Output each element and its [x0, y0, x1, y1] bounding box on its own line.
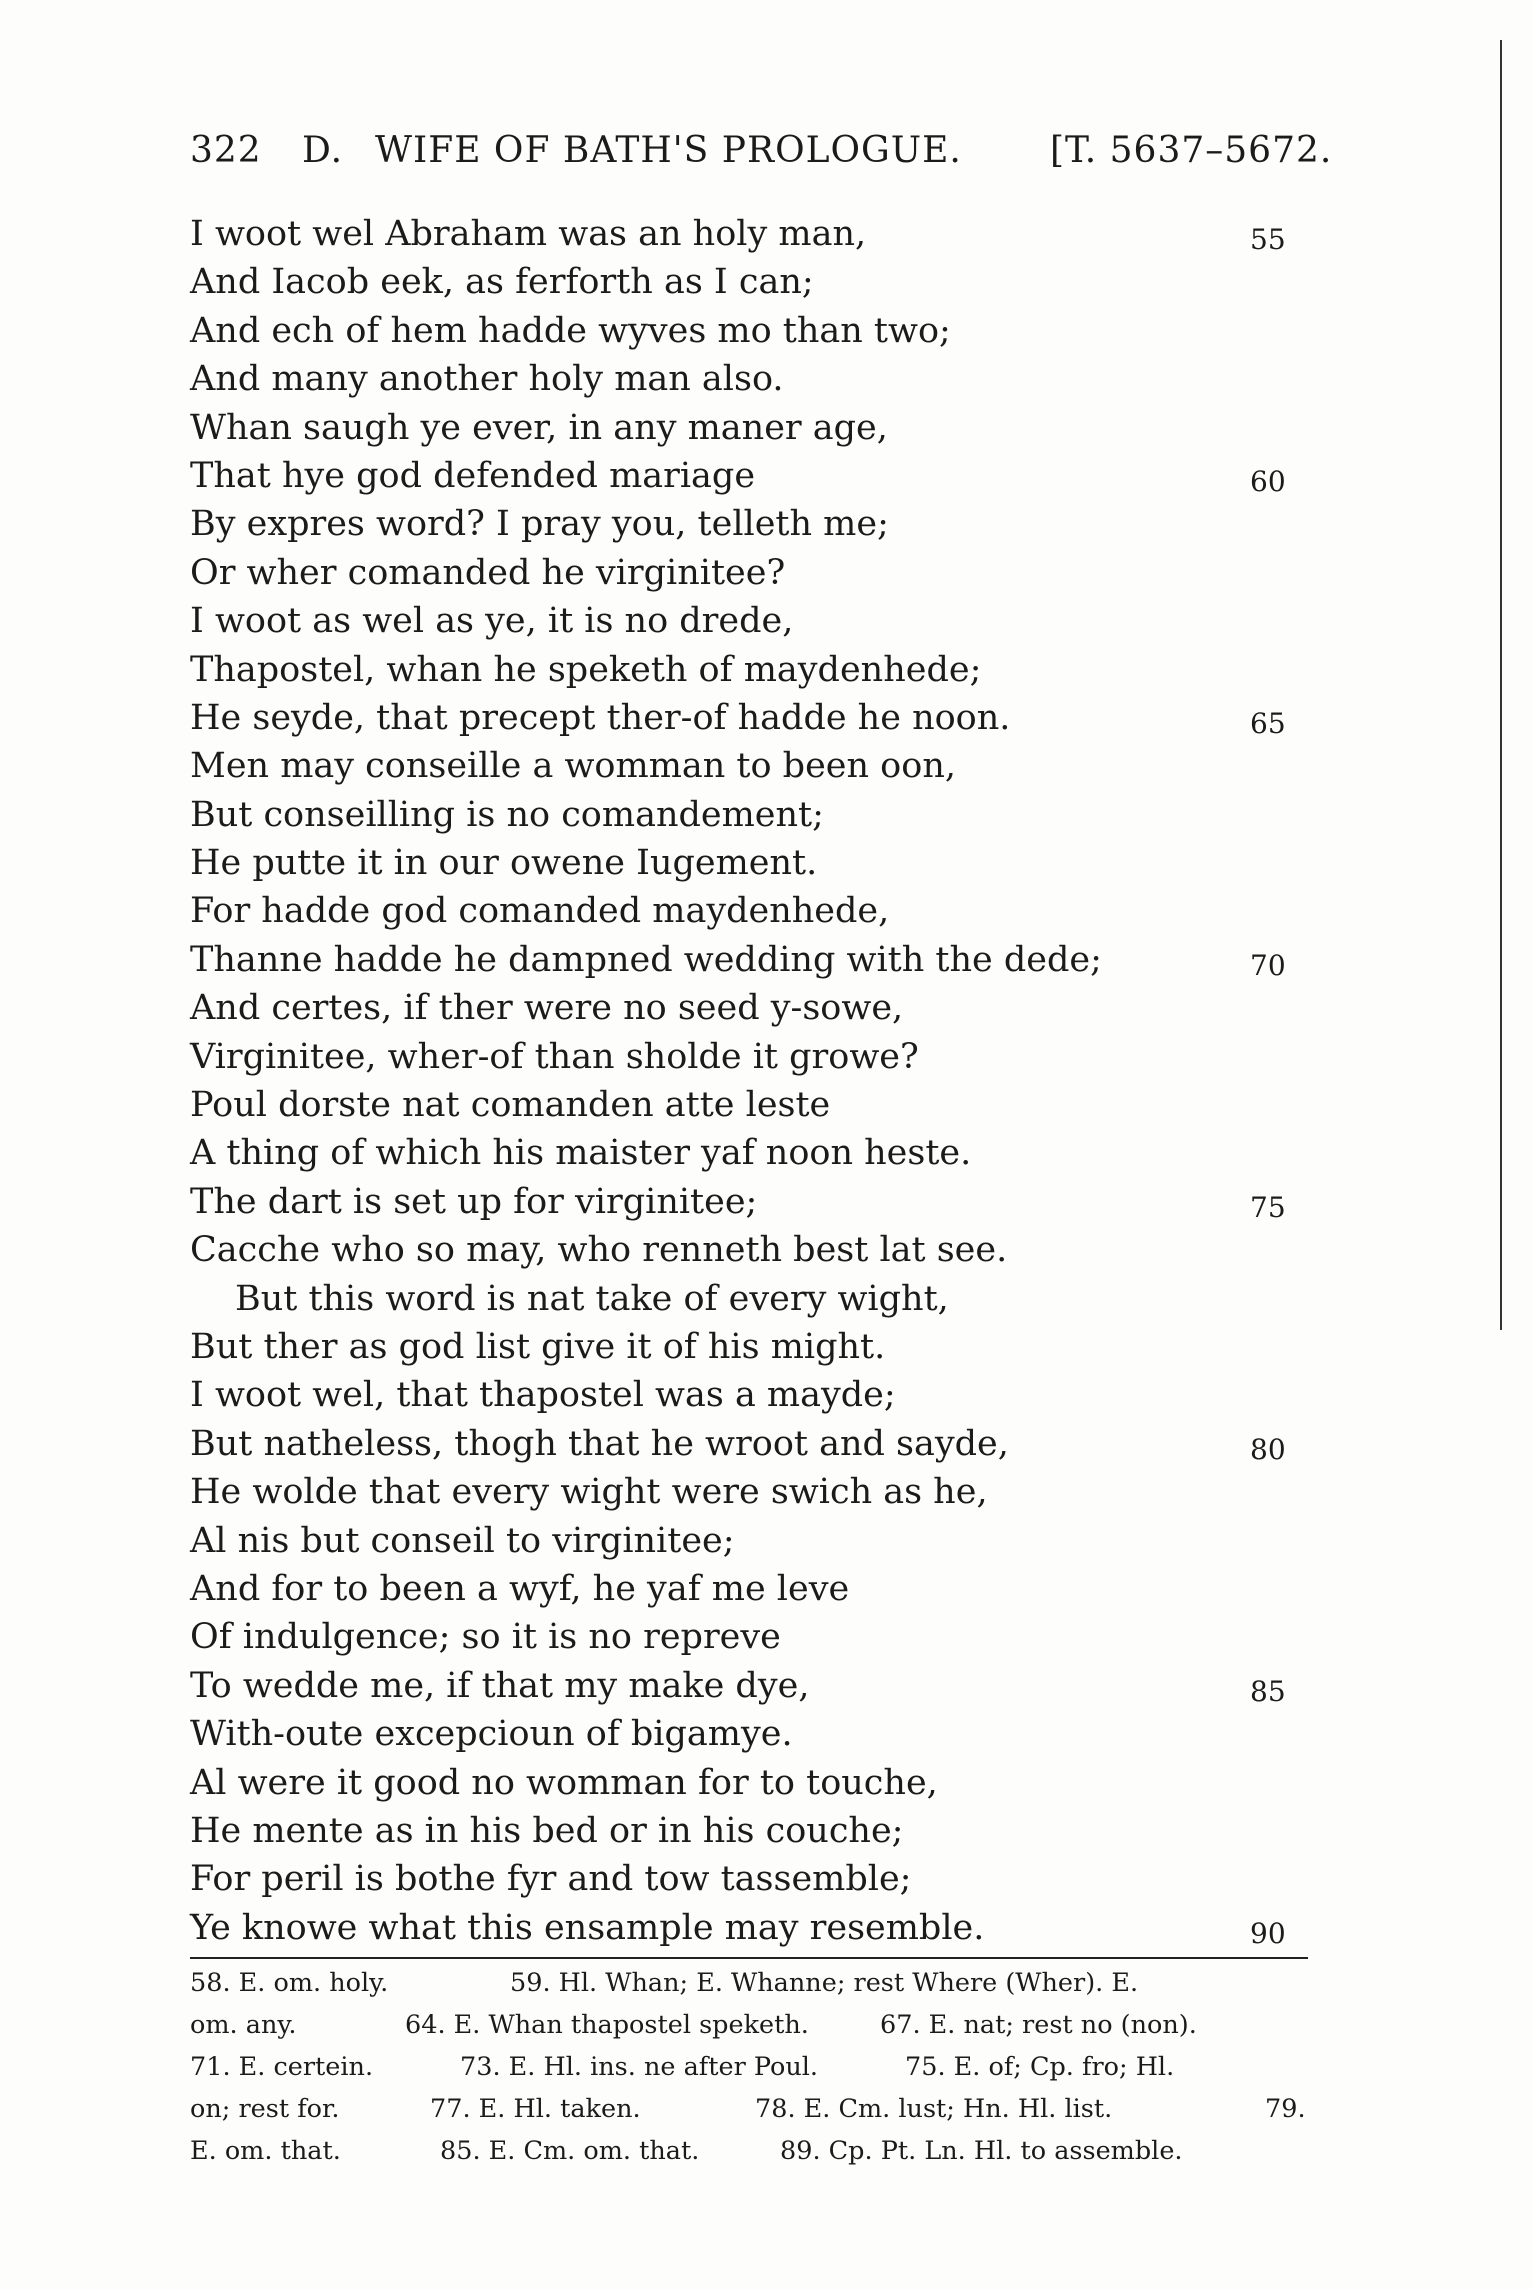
footnote-row: [190, 1968, 1310, 2010]
poem-line-text: Virginitee, wher-of than sholde it growe?: [190, 1036, 919, 1077]
poem-line: [190, 1807, 1320, 1855]
footnote-row: [190, 2010, 1310, 2052]
poem-line-text: But this word is nat take of every wight,: [235, 1278, 949, 1319]
poem-line-text: He wolde that every wight were swich as he,: [190, 1472, 988, 1513]
poem-line: [190, 839, 1320, 887]
poem-line-text: And certes, if ther were no seed y-sowe,: [190, 988, 904, 1029]
poem-line-text: With-oute excepcioun of bigamye.: [190, 1714, 793, 1755]
poem-line: [190, 452, 1320, 500]
poem-line: [190, 1613, 1320, 1661]
footnote-row: [190, 2136, 1310, 2178]
poem-line: [190, 1565, 1320, 1613]
poem-line: [190, 1662, 1320, 1710]
poem-line-text: For peril is bothe fyr and tow tassemble;: [190, 1859, 912, 1900]
poem-line-text: Thapostel, whan he speketh of maydenhede;: [190, 649, 982, 690]
poem-line-text: I woot wel, that thapostel was a mayde;: [190, 1375, 896, 1416]
footnote-entry: 77. E. Hl. taken.: [430, 2094, 641, 2124]
poem-line: [190, 500, 1320, 548]
line-number: 90: [1250, 1916, 1286, 1950]
header-title: WIFE OF BATH'S PROLOGUE.: [375, 130, 962, 171]
poem-line: [190, 258, 1320, 306]
page-number: 322: [190, 130, 262, 171]
line-number: 80: [1250, 1432, 1286, 1466]
poem-line-text: Ye knowe what this ensample may resemble.: [190, 1907, 985, 1948]
poem-line: [190, 1178, 1320, 1226]
line-number: 75: [1250, 1190, 1286, 1224]
poem-line-text: By expres word? I pray you, telleth me;: [190, 504, 889, 545]
footnote-entry: om. any.: [190, 2010, 297, 2040]
poem-line-text: And ech of hem hadde wyves mo than two;: [190, 310, 951, 351]
line-number: 60: [1250, 464, 1286, 498]
footnotes: [190, 1968, 1310, 2178]
poem-line-text: Al nis but conseil to virginitee;: [190, 1520, 735, 1561]
poem-line-text: Whan saugh ye ever, in any maner age,: [190, 407, 888, 448]
footnote-entry: 64. E. Whan thapostel speketh.: [405, 2010, 809, 2040]
line-number: 70: [1250, 948, 1286, 982]
poem-line: [190, 1517, 1320, 1565]
poem-line-text: Al were it good no womman for to touche,: [190, 1762, 938, 1803]
poem-line-text: And many another holy man also.: [190, 359, 784, 400]
poem-line-text: I woot as wel as ye, it is no drede,: [190, 601, 794, 642]
poem-line: [190, 694, 1320, 742]
footnote-entry: 58. E. om. holy.: [190, 1968, 389, 1998]
poem-line-text: Poul dorste nat comanden atte leste: [190, 1085, 831, 1126]
poem-line: [190, 887, 1320, 935]
footnote-row: [190, 2052, 1310, 2094]
poem-line: [190, 404, 1320, 452]
poem-line-text: I woot wel Abraham was an holy man,: [190, 214, 867, 254]
poem-line: [190, 1275, 1320, 1323]
poem-line-text: For hadde god comanded maydenhede,: [190, 891, 890, 932]
poem-line-text: But ther as god list give it of his might.: [190, 1326, 886, 1367]
poem-line: [190, 1468, 1320, 1516]
poem-line: [190, 1323, 1320, 1371]
poem-line: [190, 1371, 1320, 1419]
poem-line: [190, 791, 1320, 839]
poem-line: [190, 307, 1320, 355]
poem-line-text: To wedde me, if that my make dye,: [190, 1665, 810, 1706]
running-header: [190, 130, 1333, 180]
poem-line: [190, 597, 1320, 645]
poem-line: [190, 1033, 1320, 1081]
poem-line: [190, 1855, 1320, 1903]
poem-line-text: And Iacob eek, as ferforth as I can;: [190, 262, 814, 303]
poem-line: [190, 742, 1320, 790]
poem-line: [190, 1129, 1320, 1177]
poem-line-text: Thanne hadde he dampned wedding with the dede;: [190, 939, 1102, 980]
poem-line-text: A thing of which his maister yaf noon heste.: [190, 1133, 972, 1174]
poem-line-text: Or wher comanded he virginitee?: [190, 552, 786, 593]
poem-line: [190, 984, 1320, 1032]
poem-line-text: And for to been a wyf, he yaf me leve: [190, 1568, 850, 1609]
poem-line-text: Men may conseille a womman to been oon,: [190, 746, 956, 787]
footnote-entry: 71. E. certein.: [190, 2052, 374, 2082]
poem-line: [190, 936, 1320, 984]
poem-line: [190, 1904, 1320, 1952]
footnote-divider: [190, 1957, 1308, 1959]
page-edge-shadow: [1500, 40, 1502, 1330]
poem-line: [190, 646, 1320, 694]
poem-line: [190, 1226, 1320, 1274]
poem-line-text: He putte it in our owene Iugement.: [190, 843, 818, 884]
footnote-entry: 85. E. Cm. om. that.: [440, 2136, 700, 2166]
footnote-entry: 59. Hl. Whan; E. Whanne; rest Where (Wher). E.: [510, 1968, 1139, 1998]
section-letter: D.: [302, 130, 344, 171]
footnote-entry: 89. Cp. Pt. Ln. Hl. to assemble.: [780, 2136, 1183, 2166]
footnote-entry: E. om. that.: [190, 2136, 341, 2166]
poem-line: [190, 210, 1320, 258]
poem-line-text: The dart is set up for virginitee;: [190, 1181, 758, 1222]
footnote-entry: on; rest for.: [190, 2094, 340, 2124]
poem-line-text: But conseilling is no comandement;: [190, 794, 824, 835]
poem-line: [190, 1081, 1320, 1129]
line-number: 65: [1250, 706, 1286, 740]
poem-line-text: He mente as in his bed or in his couche;: [190, 1810, 904, 1851]
footnote-entry: 78. E. Cm. lust; Hn. Hl. list.: [755, 2094, 1113, 2124]
footnote-entry: 73. E. Hl. ins. ne after Poul.: [460, 2052, 819, 2082]
poem-line-text: But natheless, thogh that he wroot and sayde,: [190, 1423, 1009, 1464]
footnote-entry: 75. E. of; Cp. fro; Hl.: [905, 2052, 1175, 2082]
poem-line: [190, 1420, 1320, 1468]
header-line-range: [T. 5637–5672.: [1050, 130, 1333, 171]
footnote-entry: 79.: [1265, 2094, 1306, 2124]
poem-line-text: That hye god defended mariage: [190, 455, 756, 496]
footnote-entry: 67. E. nat; rest no (non).: [880, 2010, 1197, 2040]
poem-line: [190, 355, 1320, 403]
poem-line-text: Of indulgence; so it is no repreve: [190, 1617, 781, 1658]
poem-line-text: Cacche who so may, who renneth best lat see.: [190, 1230, 1008, 1271]
line-number: 85: [1250, 1674, 1286, 1708]
poem-line: [190, 549, 1320, 597]
poem-line-text: He seyde, that precept ther-of hadde he noon.: [190, 697, 1011, 738]
poem-line: [190, 1710, 1320, 1758]
poem-text: [190, 210, 1320, 1952]
footnote-row: [190, 2094, 1310, 2136]
line-number: 55: [1250, 223, 1286, 256]
poem-line: [190, 1759, 1320, 1807]
